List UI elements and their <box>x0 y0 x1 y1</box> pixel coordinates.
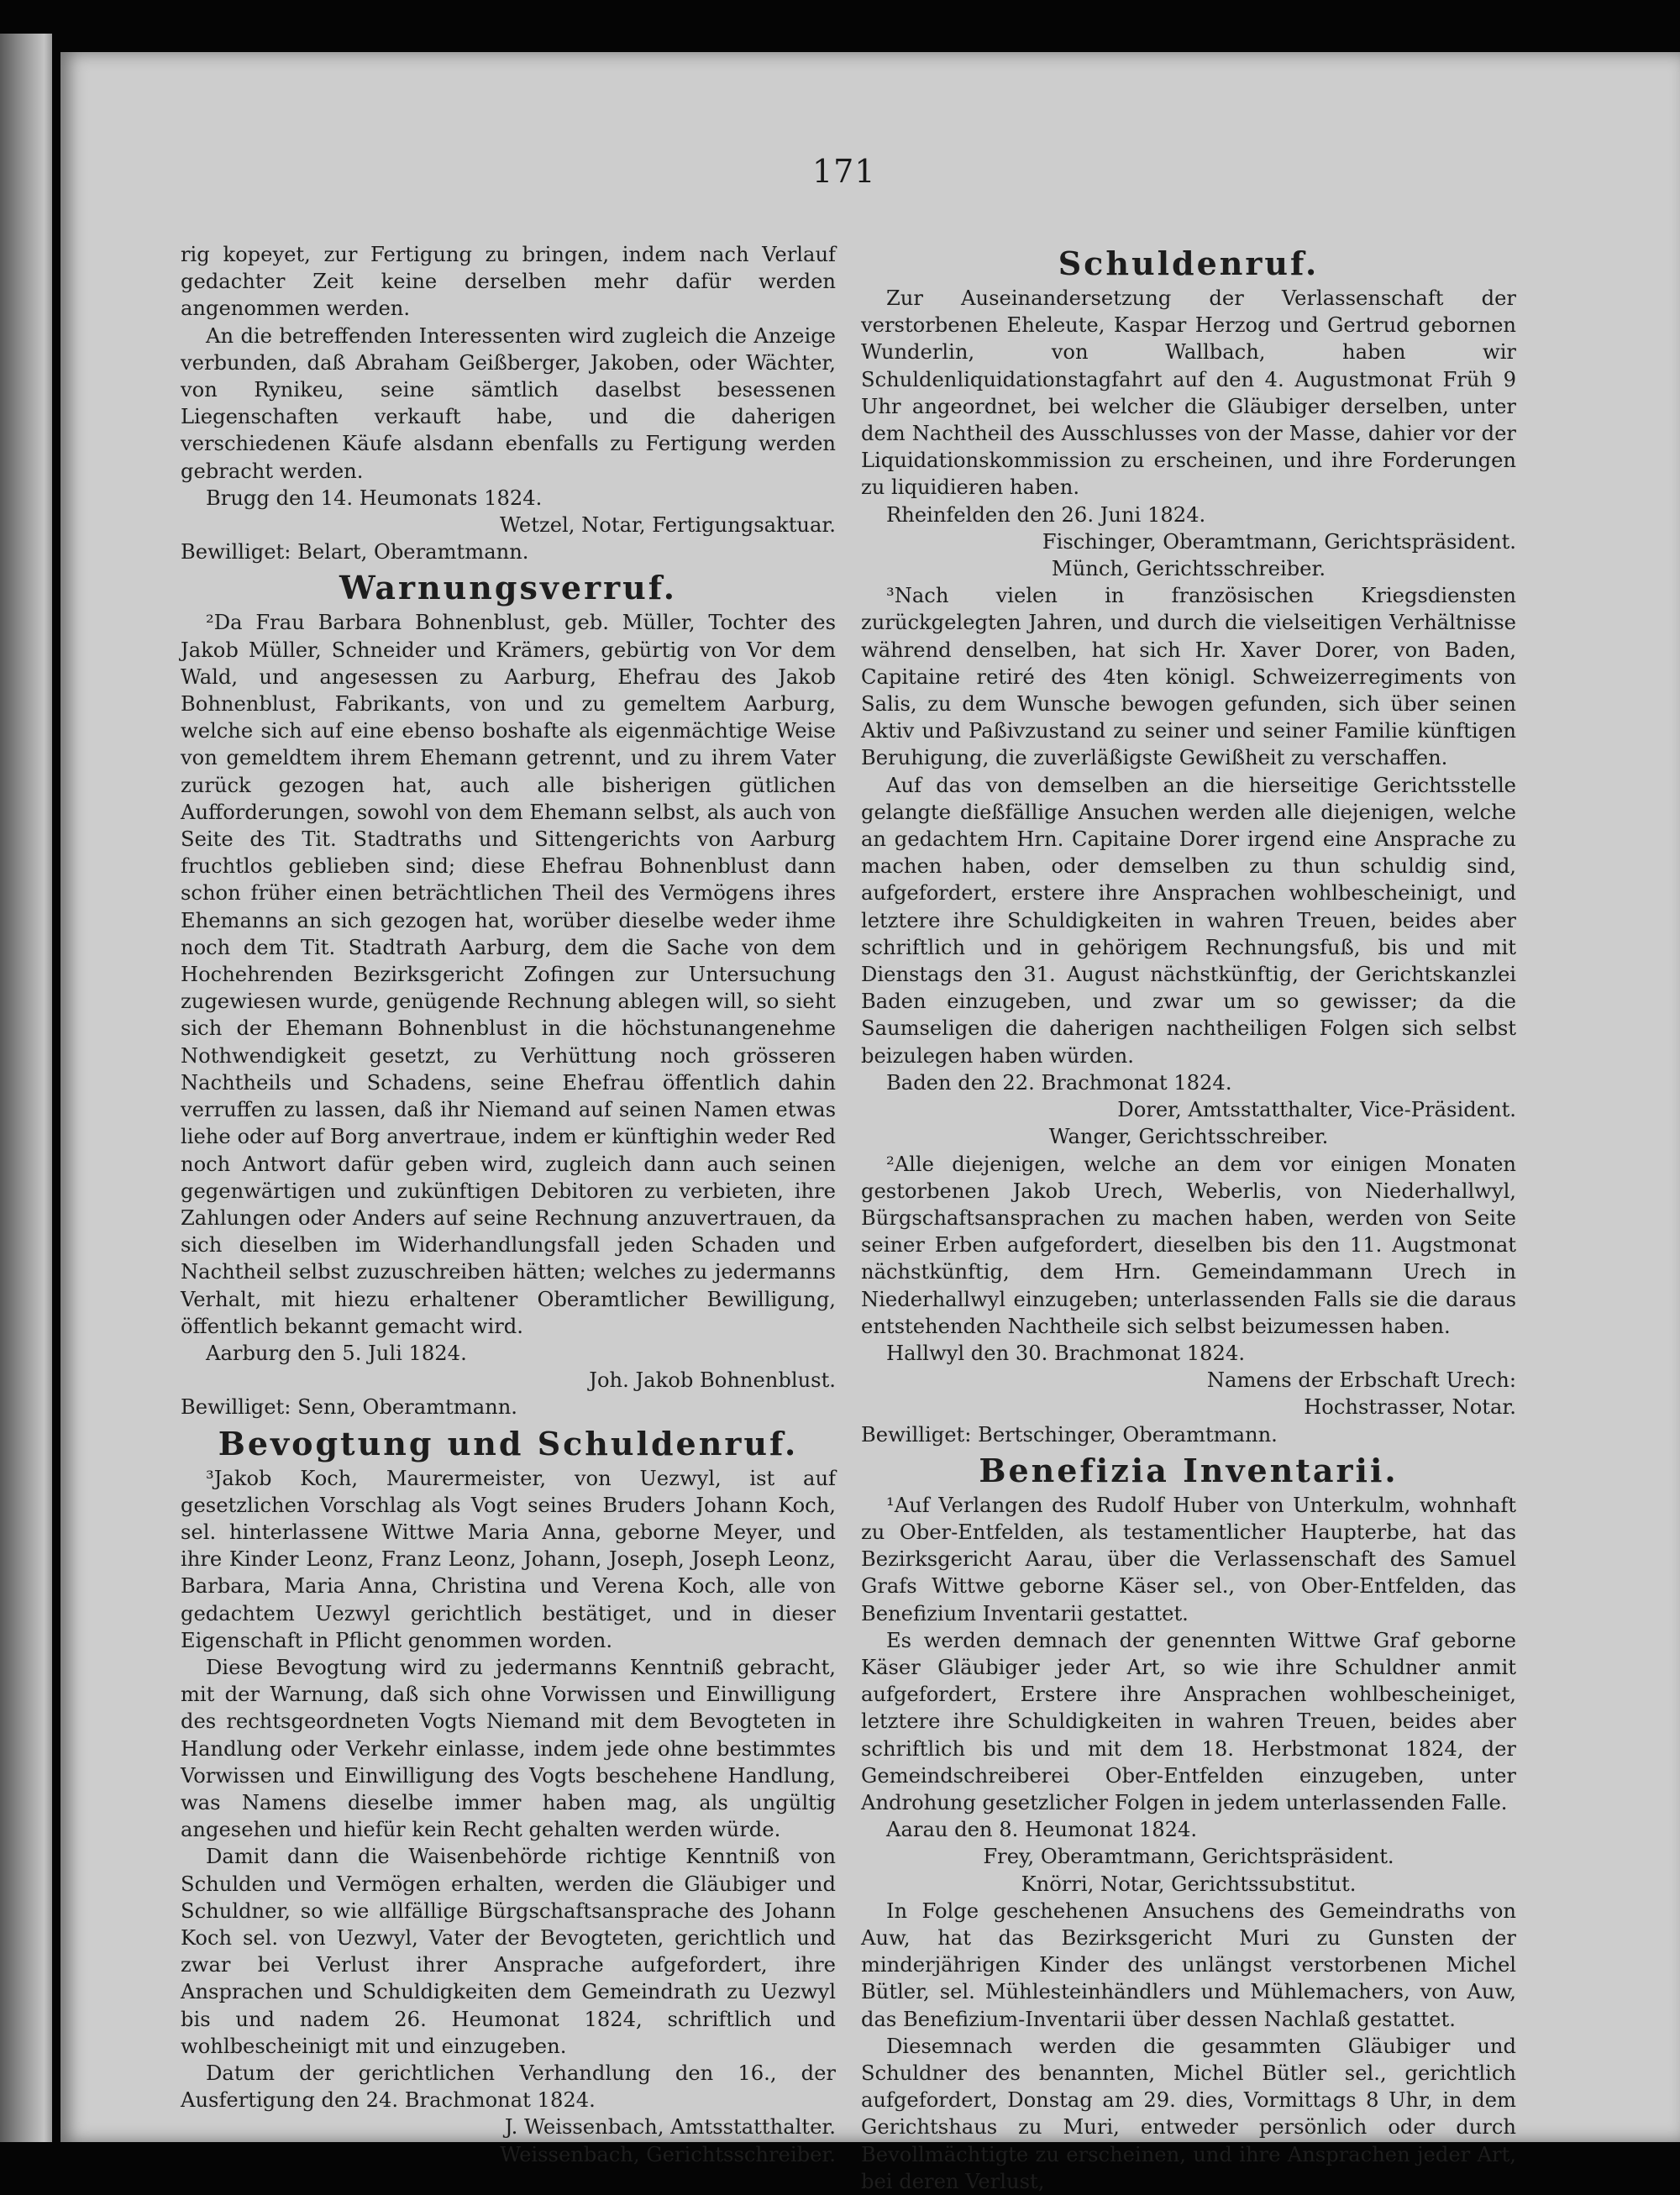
warnung-heading: Warnungsverruf. <box>339 569 677 607</box>
warnung-text: ²Da Frau Barbara Bohnenblust, geb. Müller, Tochter des Jakob Müller, Schneider und Krämers, gebürtig von Vor dem Wald, und angesessen zu Aarburg, Ehefrau des Jakob Bohnenblust, Fabrikants, von und zu gemeltem Aarburg, welche sich auf eine ebenso boshafte als eigenmächtige Weise von gemeldtem ihrem Ehemann getrennt, und zu ihrem Vater zurück gezogen hat, auch alle bisherigen gütlichen Aufforderungen, sowohl von dem Ehemann selbst, als auch von Seite des Tit. Stadtraths und Sittengerichts von Aarburg fruchtlos geblieben sind; diese Ehefrau Bohnenblust dann schon früher einen beträchtlichen Theil des Vermögens ihres Ehemanns an sich gezogen hat, worüber dieselbe weder ihme noch dem Tit. Stadtrath Aarburg, dem die Sache von dem Hochehrenden Bezirksgericht Zofingen zur Untersuchung zugewiesen wurde, genügende Rechnung ablegen will, so sieht sich der Ehemann Bohnenblust in die höchstunangenehme Nothwendigkeit gesetzt, zu Verhüttung noch grösseren Nachtheils und Schadens, seine Ehefrau öffentlich dahin verruffen zu lassen, daß ihr Niemand auf seinen Namen etwas liehe oder auf Borg anvertraue, indem er künftighin weder Red noch Antwort dafür geben wird, zugleich dann auch seinen gegenwärtigen und zukünftigen Debitoren zu verbieten, ihre Zahlungen oder Anders auf seine Rechnung anzuvertrauen, da sich dieselben im Widerhandlungsfall jeden Schaden und Nachtheil selbst zuzuschreiben hätten; welches zu jedermanns Verhalt, mit hiezu erhaltener Oberamtlicher Bewilligung, öffentlich bekannt gemacht wird. <box>181 611 836 1338</box>
urech-signature-2: Hochstrasser, Notar. <box>1304 1395 1516 1420</box>
warnung-place-date: Aarburg den 5. Juli 1824. <box>206 1341 467 1365</box>
dorer-text-1: ³Nach vielen in französischen Kriegsdiensten zurückgelegten Jahren, und durch die vielseitigen Verhältnisse während denselben, hat sich Hr. Xaver Dorer, von Baden, Capitaine retiré des 4ten königl. Schweizerregiments von Salis, zu dem Wunsche bewogen gefunden, sich über seinen Aktiv und Paßivzustand zu seiner und seiner Familie künftigen Beruhigung, die zuverläßigste Gewißheit zu verschaffen. <box>861 584 1516 770</box>
bevogtung-text-4: Datum der gerichtlichen Verhandlung den 16., der Ausfertigung den 24. Brachmonat 1824. <box>181 2061 836 2113</box>
schuldenruf-heading: Schuldenruf. <box>1058 244 1320 282</box>
buetler-text-1: In Folge geschehenen Ansuchens des Gemeindraths von Auw, hat das Bezirksgericht Muri zu Gunsten der minderjährigen Kinder des unlängst verstorbenen Michel Bütler, sel. Mühlesteinhändlers und Mühlemachers, von Auw, das Benefizium-Inventarii über dessen Nachlaß gestattet. <box>861 1898 1516 2031</box>
huber-signature-2: Knörri, Notar, Gerichtssubstitut. <box>1021 1872 1357 1896</box>
urech-text: ²Alle diejenigen, welche an dem vor einigen Monaten gestorbenen Jakob Urech, Weberlis, von Niederhallwyl, Bürgschaftsansprachen zu machen haben, werden von Seite seiner Erben aufgefordert, dieselben bis den 11. Augstmonat nächstkünftig, dem Hrn. Gemeindammann Urech in Niederhallwyl einzugeben; unterlassenden Falls sie die daraus entstehenden Nachtheile sich selbst beizumessen haben. <box>861 1152 1516 1338</box>
bevogtung-text-3: Damit dann die Waisenbehörde richtige Kenntniß von Schulden und Vermögen erhalten, werden die Gläubiger und Schuldner, so wie allfällige Bürgschaftsansprache des Johann Koch sel. von Uezwyl, Vater der Bevogteten, gerichtlich und zwar bei Verlust ihrer Ansprache aufgefordert, ihre Ansprachen und Schuldigkeiten dem Gemeindrath zu Uezwyl bis und nadem 26. Heumonat 1824, schriftlich und wohlbescheinigt mit und einzugeben. <box>181 1845 836 2058</box>
page-number: 171 <box>812 153 876 190</box>
buetler-text-2: Diesemnach werden die gesammten Gläubiger und Schuldner des benannten, Michel Bütler sel., gerichtlich aufgefordert, Donstag am 29. dies, Vormittags 8 Uhr, in dem Gerichtshaus zu Muri, entweder persönlich oder durch Bevollmächtigte zu erscheinen, und ihre Ansprachen jeder Art, bei deren Verlust, <box>861 2034 1516 2193</box>
dorer-text-2: Auf das von demselben an die hierseitige Gerichtsstelle gelangte dießfällige Ansuchen werden alle diejenigen, welche an gedachtem Hrn. Capitaine Dorer irgend eine Ansprache zu machen haben, oder demselben zu thun schuldig sind, aufgefordert, erstere ihre Ansprachen wohlbescheinigt, und letztere ihre Schuldigkeiten in wahren Treuen, beides aber schriftlich und in gehörigem Rechnungsfuß, bis und mit Dienstags den 31. August nächstkünftig, der Gerichtskanzlei Baden einzugeben, und zwar um so gewisser; da die Saumseligen die daherigen nachtheiligen Folgen sich selbst beizulegen haben würden. <box>861 773 1516 1068</box>
urech-signature-1: Namens der Erbschaft Urech: <box>1206 1368 1516 1393</box>
left-column <box>181 241 836 2166</box>
intro-place-date: Brugg den 14. Heumonats 1824. <box>206 486 543 510</box>
intro-approved: Bewilliget: Belart, Oberamtmann. <box>181 540 529 565</box>
schuldenruf-signature-2: Münch, Gerichtsschreiber. <box>1051 557 1326 581</box>
warnung-signature: Joh. Jakob Bohnenblust. <box>589 1368 836 1393</box>
benefizia-heading: Benefizia Inventarii. <box>979 1451 1399 1489</box>
adjacent-page-edge <box>0 34 52 2142</box>
dorer-signature-1: Dorer, Amtsstatthalter, Vice-Präsident. <box>1117 1098 1516 1122</box>
huber-text-1: ¹Auf Verlangen des Rudolf Huber von Unterkulm, wohnhaft zu Ober-Entfelden, als testamentlicher Haupterbe, hat das Bezirksgericht Aarau, über die Verlassenschaft des Samuel Grafs Wittwe geborne Käser sel., von Ober-Entfelden, das Benefizium Inventarii gestattet. <box>861 1493 1516 1625</box>
bevogtung-signature-2: Weissenbach, Gerichtsschreiber. <box>500 2142 836 2166</box>
intro-continuation: rig kopeyet, zur Fertigung zu bringen, indem nach Verlauf gedachter Zeit keine derselben mehr dafür werden angenommen werden. <box>181 243 836 321</box>
huber-signature-1: Frey, Oberamtmann, Gerichtspräsident. <box>983 1845 1394 1869</box>
schuldenruf-place-date: Rheinfelden den 26. Juni 1824. <box>886 502 1206 527</box>
warnung-approved: Bewilliget: Senn, Oberamtmann. <box>181 1395 517 1420</box>
bevogtung-heading: Bevogtung und Schuldenruf. <box>218 1424 799 1462</box>
bevogtung-signature-1: J. Weissenbach, Amtsstatthalter. <box>504 2115 836 2140</box>
schuldenruf-text: Zur Auseinandersetzung der Verlassenschaft der verstorbenen Eheleute, Kaspar Herzog und Gertrud gebornen Wunderlin, von Wallbach, haben wir Schuldenliquidationstagfahrt auf den 4. Augustmonat Früh 9 Uhr angeordnet, bei welcher die Gläubiger derselben, unter dem Nachtheil des Ausschlusses von der Masse, dahier vor der Liquidationskommission zu erscheinen, und ihre Forderungen zu liquidieren haben. <box>861 286 1516 500</box>
intro-notice: An die betreffenden Interessenten wird zugleich die Anzeige verbunden, daß Abraham Geißberger, Jakoben, oder Wächter, von Rynikeu, seine sämtlich daselbst besessenen Liegenschaften verkauft habe, und die daherigen verschiedenen Käufe alsdann ebenfalls zu Fertigung werden gebracht werden. <box>181 323 836 483</box>
right-column <box>861 241 1516 2193</box>
huber-text-2: Es werden demnach der genennten Wittwe Graf geborne Käser Gläubiger jeder Art, so wie ihre Schuldner anmit aufgefordert, Erstere ihre Ansprachen wohlbescheiniget, letztere ihre Schuldigkeiten in wahren Treuen, beides aber schriftlich bis und mit dem 18. Herbstmonat 1824, der Gemeindschreiberei Ober-Entfelden einzugeben, unter Androhung gesetzlicher Folgen in jedem unterlassenden Falle. <box>861 1628 1516 1814</box>
bevogtung-text-1: ³Jakob Koch, Maurermeister, von Uezwyl, ist auf gesetzlichen Vorschlag als Vogt seines Bruders Johann Koch, sel. hinterlassene Wittwe Maria Anna, geborne Meyer, und ihre Kinder Leonz, Franz Leonz, Johann, Joseph, Joseph Leonz, Barbara, Maria Anna, Christina und Verena Koch, alle von gedachtem Uezwyl gerichtlich bestätiget, und in dieser Eigenschaft in Pflicht genommen worden. <box>181 1466 836 1652</box>
intro-signature: Wetzel, Notar, Fertigungsaktuar. <box>500 513 836 538</box>
dorer-signature-2: Wanger, Gerichtsschreiber. <box>1048 1125 1329 1149</box>
dorer-place-date: Baden den 22. Brachmonat 1824. <box>886 1070 1232 1095</box>
bevogtung-text-2: Diese Bevogtung wird zu jedermanns Kenntniß gebracht, mit der Warnung, daß sich ohne Vorwissen und Einwilligung des rechtsgeordneten Vogts Niemand mit dem Bevogteten in Handlung oder Verkehr einlasse, indem jede ohne bestimmtes Vorwissen und Einwilligung des Vogts beschehene Handlung, was Namens dieselbe immer haben mag, als ungültig angesehen und hiefür kein Recht gehalten werden würde. <box>181 1655 836 1842</box>
newspaper-page <box>60 52 1680 2193</box>
urech-approved: Bewilliget: Bertschinger, Oberamtmann. <box>861 1422 1278 1447</box>
huber-place-date: Aarau den 8. Heumonat 1824. <box>886 1818 1198 1842</box>
urech-place-date: Hallwyl den 30. Brachmonat 1824. <box>886 1341 1246 1365</box>
schuldenruf-signature-1: Fischinger, Oberamtmann, Gerichtspräsident. <box>1042 529 1516 554</box>
